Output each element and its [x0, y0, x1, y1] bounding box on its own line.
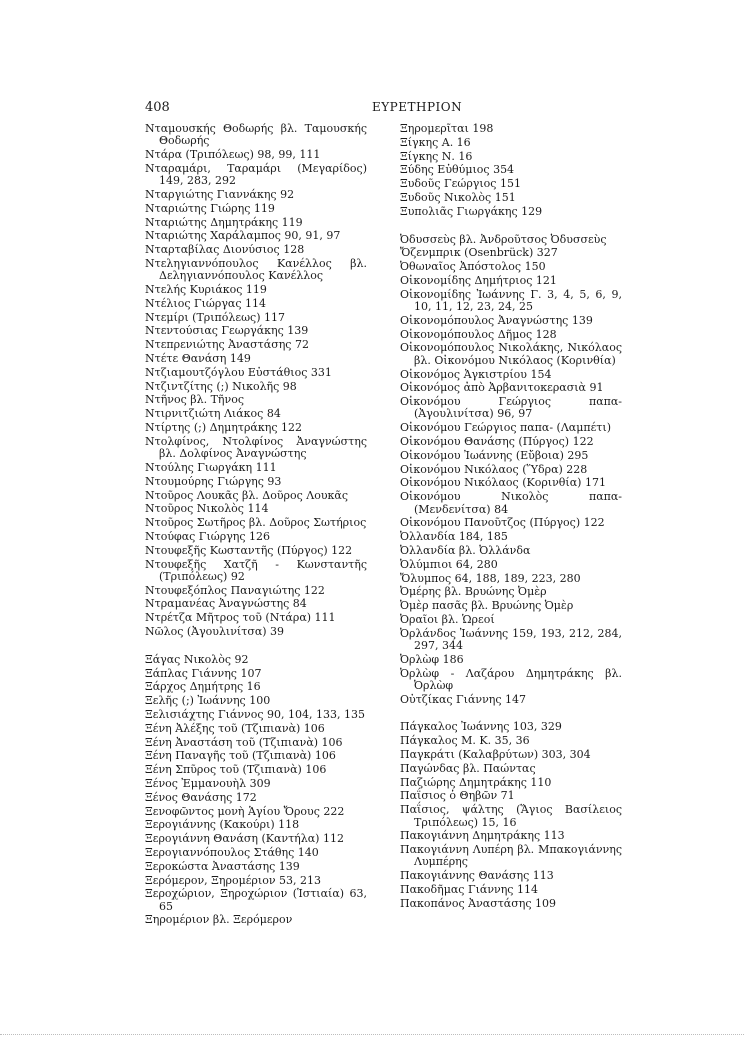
index-entry: Ξένη Σπῦρος τοῦ (Τζιπιανὰ) 106: [145, 763, 327, 777]
index-entry: Οἰκονόμου Νικολὸς παπα- (Μενδενίτσα) 84: [400, 490, 622, 516]
index-entry: Ντοῦρος Νικολὸς 114: [145, 502, 269, 516]
index-entry: Πάγκαλος Μ. Κ. 35, 36: [400, 734, 530, 748]
index-entry: Ξυδοῦς Νικολὸς 151: [400, 190, 516, 204]
index-entry: Ξάπλας Γιάννης 107: [145, 666, 262, 680]
index-entry: Ξάγας Νικολὸς 92: [145, 652, 249, 666]
index-entry: Ὄζενμπρικ (Osenbrück) 327: [400, 246, 558, 260]
page-number: 408: [145, 100, 170, 115]
index-entry: Ντιρνιτζιώτη Λιάκος 84: [145, 407, 281, 421]
index-entry: Ὀρλάνδος Ἰωάννης 159, 193, 212, 284, 297, 344: [400, 626, 622, 652]
index-entry: Ὀλλανδία 184, 185: [400, 530, 508, 544]
index-entry: Ντούλης Γιωργάκη 111: [145, 460, 277, 474]
index-entry: Οἰκονόμου Νικόλαος (Ὕδρα) 228: [400, 462, 588, 476]
index-entry: Ξηρομέριον βλ. Ξερόμερον: [145, 913, 293, 927]
index-entry: Ξίγκης Ν. 16: [400, 149, 473, 163]
index-entry: Ντέτε Θανάση 149: [145, 352, 251, 366]
index-entry: Ὄλυμπος 64, 188, 189, 223, 280: [400, 571, 581, 585]
index-entry: Ντοῦρος Σωτῆρος βλ. Δοῦρος Σωτήριος: [145, 516, 367, 530]
index-entry: Ὀλλανδία βλ. Ὀλλάνδα: [400, 543, 531, 557]
index-entry: Ντούφας Γιώργης 126: [145, 529, 271, 543]
index-entry: Ξεροκώστα Ἀναστάσης 139: [145, 859, 300, 873]
index-entry: Ντεληγιαννόπουλος Κανέλλος βλ. Δεληγιαννόπουλος Κανέλλος: [145, 256, 367, 283]
index-entry: Νταραμάρι, Ταραμάρι (Μεγαρίδος) 149, 283, 292: [145, 161, 367, 188]
index-entry: Ξένη Ἀλέξης τοῦ (Τζιπιανὰ) 106: [145, 721, 325, 735]
index-entry: Ξένη Ἀναστάση τοῦ (Τζιπιανὰ) 106: [145, 735, 343, 749]
index-entry: Ντουφεξόπλος Παναγιώτης 122: [145, 583, 325, 597]
index-entry: Παγώνδας βλ. Παώντας: [400, 761, 536, 775]
index-entry: Οἰκονόμος Ἀγκιστρίου 154: [400, 367, 552, 381]
index-entry: Οἰκονομίδης Ἰωάννης Γ. 3, 4, 5, 6, 9, 10, 11, 12, 23, 24, 25: [400, 287, 622, 314]
index-entry: Νταριώτης Χαράλαμπος 90, 91, 97: [145, 229, 341, 243]
index-entry: Νταριώτης Δημητράκης 119: [145, 215, 303, 229]
index-entry: Ξερογιαννόπουλος Στάθης 140: [145, 845, 319, 859]
index-entry: Ξεροχώριον, Ξηροχώριον (Ἱστιαία) 63, 65: [145, 887, 367, 913]
index-entry: Οἰκονόμου Νικόλαος (Κορινθία) 171: [400, 476, 606, 490]
index-entry: Ντρέτζα Μῆτρος τοῦ (Ντάρα) 111: [145, 611, 336, 625]
index-entry: Ξενοφῶντος μονὴ Ἁγίου Ὄρους 222: [145, 804, 345, 818]
index-entry: Οἰκονομίδης Δημήτριος 121: [400, 273, 557, 287]
index-entry: Ξάρχος Δημήτρης 16: [145, 680, 261, 694]
index-entry: Παγκράτι (Καλαβρύτων) 303, 304: [400, 748, 591, 762]
bottom-dotted-rule: [0, 1034, 744, 1035]
index-entry: Ξερογιάννη Θανάση (Καντήλα) 112: [145, 832, 344, 846]
group-gap: [145, 640, 367, 654]
index-entry: Ξελῆς (;) Ἰωάννης 100: [145, 694, 271, 708]
index-entry: Ὀλύμπιοι 64, 280: [400, 557, 498, 571]
index-entry: Οἰκονόμου Γεώργιος παπα- (Ἀγουλινίτσα) 96, 97: [400, 395, 622, 421]
index-entry: Πάγκαλος Ἰωάννης 103, 329: [400, 720, 562, 734]
index-entry: Ξένος Ἐμμανουὴλ 309: [145, 776, 271, 790]
index-entry: Οἰκονόμου Πανοῦτζος (Πύργος) 122: [400, 516, 605, 530]
index-entry: Ντζιαμουτζόγλου Εὐστάθιος 331: [145, 365, 332, 379]
index-entry: Ὀρλὼφ - Λαζάρου Δημητράκης βλ. Ὀρλὼφ: [400, 666, 622, 692]
group-gap: [400, 707, 622, 721]
index-entry: Ὀθωναῖος Ἀπόστολος 150: [400, 260, 546, 274]
index-entry: Ντέλιος Γιώργας 114: [145, 296, 267, 310]
group-gap: [400, 220, 622, 234]
index-entry: Οἰκονόμος ἀπὸ Ἀρβανιτοκερασιὰ 91: [400, 381, 604, 395]
index-entry: Ντίρτης (;) Δημητράκης 122: [145, 421, 302, 435]
index-entry: Ντζιντζίτης (;) Νικολῆς 98: [145, 379, 297, 393]
index-entry: Οἰκονομόπουλος Ἀναγνώστης 139: [400, 313, 593, 327]
index-entry: Ντουφεξῆς Κωσταντῆς (Πύργος) 122: [145, 543, 353, 557]
index-entry: Ντολφίνος, Ντολφίνος Ἀναγνώστης βλ. Δολφίνος Ἀναγνώστης: [145, 434, 367, 461]
index-entry: Οἰκονόμου Ἰωάννης (Εὔβοια) 295: [400, 448, 589, 462]
index-entry: Νταμουσκής Θοδωρής βλ. Ταμουσκής Θοδωρής: [145, 122, 367, 148]
index-entry: Οἰκονομόπουλος Νικολάκης, Νικόλαος βλ. Οἰκονόμου Νικόλαος (Κορινθία): [400, 341, 622, 367]
index-entry: Νταργιώτης Γιαννάκης 92: [145, 187, 295, 201]
index-entry: Ὀδυσσεὺς βλ. Ἀνδροῦτσος Ὀδυσσεὺς: [400, 232, 607, 246]
index-column-right: [400, 123, 622, 912]
index-entry: Ντοῦρος Λουκᾶς βλ. Δοῦρος Λουκᾶς: [145, 488, 349, 502]
index-entry: Οἰκονομόπουλος Δῆμος 128: [400, 327, 557, 341]
index-entry: Παΐσιος, ψάλτης (Ἅγιος Βασίλειος Τριπόλεως) 15, 16: [400, 803, 622, 829]
index-column-left: [145, 123, 367, 928]
index-entry: Ντραμανέας Ἀναγνώστης 84: [145, 597, 307, 611]
index-entry: Οὐτζίκας Γιάννης 147: [400, 692, 527, 706]
index-entry: Ξυδοῦς Γεώργιος 151: [400, 177, 521, 191]
index-entry: Ὀμὲρ πασᾶς βλ. Βρυώνης Ὀμὲρ: [400, 599, 574, 613]
index-entry: Νῶλος (Ἀγουλινίτσα) 39: [145, 624, 285, 638]
index-entry: Ξερογιάννης (Κακούρι) 118: [145, 818, 300, 832]
index-entry: Πακογιάννης Θανάσης 113: [400, 869, 554, 883]
index-entry: Ντελής Κυριάκος 119: [145, 283, 267, 297]
index-entry: Νταρταβίλας Διονύσιος 128: [145, 243, 305, 257]
index-entry: Ξύδης Εὐθύμιος 354: [400, 163, 515, 177]
index-entry: Πακοπάνος Ἀναστάσης 109: [400, 896, 556, 910]
index-entry: Ντουμούρης Γιώργης 93: [145, 474, 282, 488]
index-entry: Παΐσιος ὁ Θηβῶν 71: [400, 789, 515, 803]
index-entry: Ὀρλὼφ 186: [400, 652, 464, 666]
running-head-title: ΕΥΡΕΤΗΡΙΟΝ: [372, 100, 463, 114]
index-entry: Ὀμέρης βλ. Βρυώνης Ὀμὲρ: [400, 585, 547, 599]
index-entry: Ὀραῖοι βλ. Ὡρεοί: [400, 612, 495, 626]
index-entry: Πακογιάννη Δημητράκης 113: [400, 829, 565, 843]
index-entry: Ντεπρενιώτης Ἀναστάσης 72: [145, 338, 309, 352]
index-entry: Ξελισιάχτης Γιάννος 90, 104, 133, 135: [145, 707, 365, 721]
index-entry: Ξίγκης Α. 16: [400, 135, 471, 149]
index-entry: Ντάρα (Τριπόλεως) 98, 99, 111: [145, 148, 321, 162]
index-entry: Ξένος Θανάσης 172: [145, 790, 257, 804]
index-entry: Ξυπολιᾶς Γιωργάκης 129: [400, 204, 543, 218]
index-entry: Παζιώρης Δημητράκης 110: [400, 775, 552, 789]
index-entry: Πακοδῆμας Γιάννης 114: [400, 883, 538, 897]
index-entry: Οἰκονόμου Θανάσης (Πύργος) 122: [400, 435, 594, 449]
index-entry: Ντεμίρι (Τριπόλεως) 117: [145, 310, 285, 324]
index-entry: Ντεντούσιας Γεωργάκης 139: [145, 324, 309, 338]
index-entry: Ντῆνος βλ. Τῆνος: [145, 393, 244, 407]
index-entry: Νταριώτης Γιώρης 119: [145, 201, 275, 215]
index-entry: Ξηρομερῖται 198: [400, 122, 494, 135]
index-entry: Ντουφεξῆς Χατζῆ - Κωνσταντῆς (Τριπόλεως) 92: [145, 557, 367, 583]
index-entry: Ξένη Παναγῆς τοῦ (Τζιπιανὰ) 106: [145, 749, 336, 763]
index-entry: Πακογιάννη Λυπέρη βλ. Μπακογιάννης Λυμπέρης: [400, 843, 622, 869]
index-entry: Οἰκονόμου Γεώργιος παπα- (Λαμπέτι): [400, 421, 611, 435]
index-entry: Ξερόμερον, Ξηρομέριον 53, 213: [145, 873, 321, 887]
